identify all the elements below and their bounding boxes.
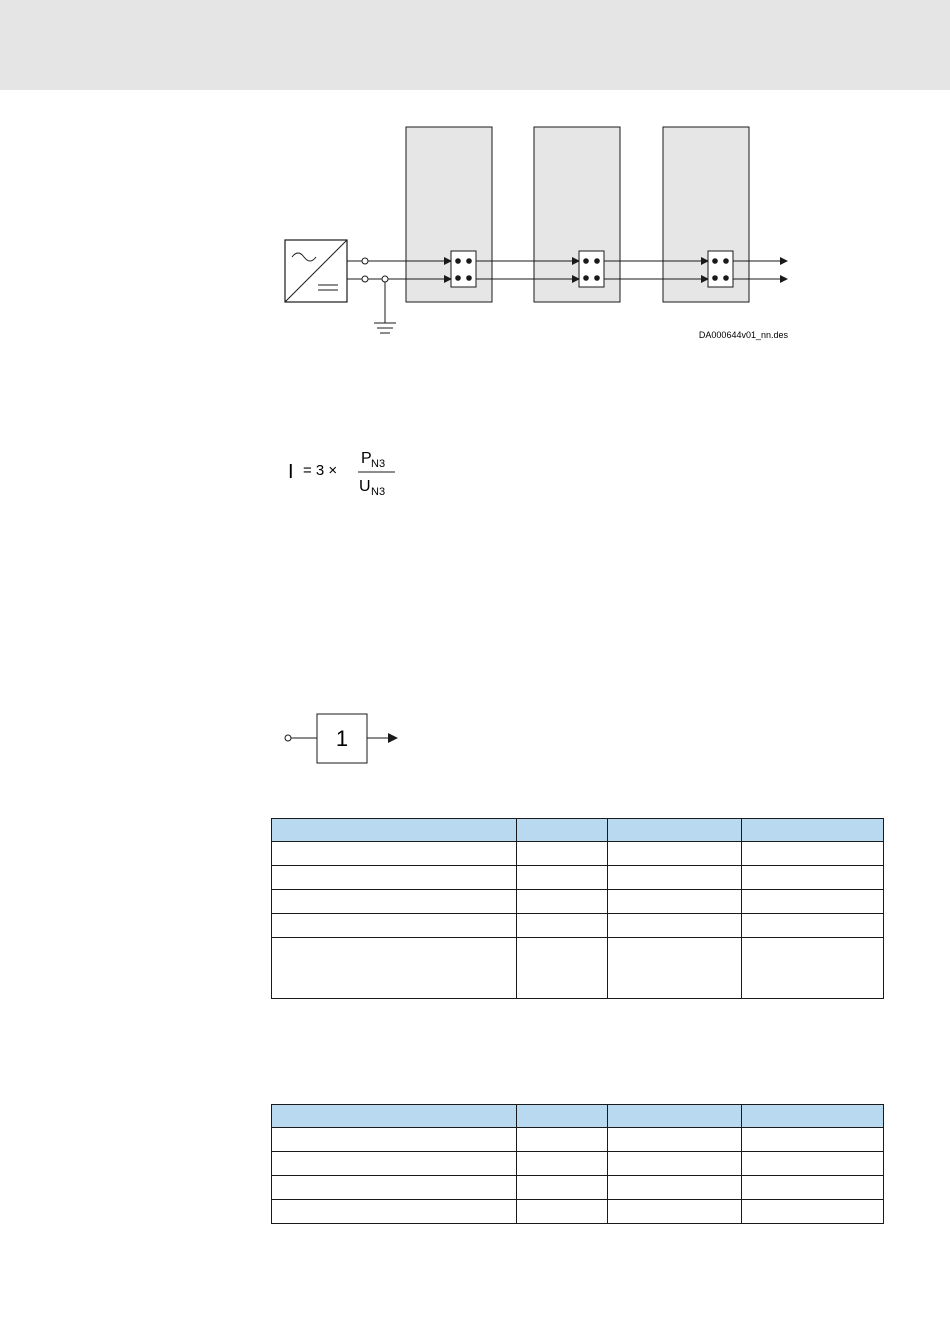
connector-1 bbox=[451, 251, 476, 287]
table-header-cell bbox=[517, 819, 608, 842]
table-cell bbox=[517, 1176, 608, 1200]
table-cell bbox=[272, 866, 517, 890]
table-cell bbox=[608, 1152, 742, 1176]
ground-icon bbox=[374, 282, 396, 333]
table-row bbox=[272, 1200, 884, 1224]
table-cell bbox=[272, 842, 517, 866]
table-header-cell bbox=[517, 1105, 608, 1128]
table-row bbox=[272, 890, 884, 914]
table-cell bbox=[608, 914, 742, 938]
table-header-cell bbox=[272, 1105, 517, 1128]
logic-buffer-symbol bbox=[280, 708, 410, 768]
table-cell bbox=[517, 842, 608, 866]
table-cell bbox=[272, 938, 517, 999]
table-header-cell bbox=[742, 819, 884, 842]
terminal-3 bbox=[382, 276, 388, 282]
table-cell bbox=[517, 890, 608, 914]
module-2 bbox=[534, 127, 620, 302]
table-cell bbox=[517, 1128, 608, 1152]
table-cell bbox=[608, 842, 742, 866]
spec-table-2 bbox=[271, 1104, 884, 1224]
table-cell bbox=[742, 1200, 884, 1224]
table-header-cell bbox=[608, 1105, 742, 1128]
table-cell bbox=[517, 866, 608, 890]
table-cell bbox=[272, 1128, 517, 1152]
terminal-2 bbox=[362, 276, 368, 282]
module-1 bbox=[406, 127, 492, 302]
table-cell bbox=[272, 890, 517, 914]
table-cell bbox=[742, 842, 884, 866]
formula-denominator: U bbox=[359, 478, 371, 495]
table-row bbox=[272, 1128, 884, 1152]
table-cell bbox=[517, 1200, 608, 1224]
table-cell bbox=[742, 1152, 884, 1176]
table-cell bbox=[742, 938, 884, 999]
module-3 bbox=[663, 127, 749, 302]
terminal-1 bbox=[362, 258, 368, 264]
current-formula bbox=[285, 445, 425, 505]
table-row bbox=[272, 842, 884, 866]
table-cell bbox=[608, 1128, 742, 1152]
table-cell bbox=[608, 1176, 742, 1200]
table-cell bbox=[608, 1200, 742, 1224]
table-cell bbox=[742, 890, 884, 914]
table-cell bbox=[742, 866, 884, 890]
formula-numerator-sub: N3 bbox=[371, 458, 386, 470]
table-row bbox=[272, 914, 884, 938]
table-cell bbox=[272, 1176, 517, 1200]
table-cell bbox=[272, 914, 517, 938]
wiring-diagram bbox=[270, 110, 830, 350]
table-header-cell bbox=[742, 1105, 884, 1128]
table-header-cell bbox=[608, 819, 742, 842]
table-cell bbox=[742, 914, 884, 938]
diagram-caption: DA000644v01_nn.des bbox=[698, 330, 788, 340]
formula-lhs: I bbox=[288, 461, 294, 483]
table-row bbox=[272, 1176, 884, 1200]
table-header-row bbox=[272, 1105, 884, 1128]
table-row bbox=[272, 938, 884, 999]
formula-equals: = 3 × bbox=[303, 462, 338, 479]
table-cell bbox=[742, 1176, 884, 1200]
table-row bbox=[272, 866, 884, 890]
table-cell bbox=[517, 914, 608, 938]
table-cell bbox=[742, 1128, 884, 1152]
table-header-cell bbox=[272, 819, 517, 842]
formula-denominator-sub: N3 bbox=[371, 486, 386, 498]
table-cell bbox=[272, 1200, 517, 1224]
connector-3 bbox=[708, 251, 733, 287]
connector-2 bbox=[579, 251, 604, 287]
ac-dc-converter-icon bbox=[285, 240, 347, 302]
table-cell bbox=[608, 938, 742, 999]
table-cell bbox=[608, 866, 742, 890]
table-cell bbox=[517, 938, 608, 999]
table-header-row bbox=[272, 819, 884, 842]
table-cell bbox=[272, 1152, 517, 1176]
spec-table-1 bbox=[271, 818, 884, 999]
table-row bbox=[272, 1152, 884, 1176]
formula-numerator: P bbox=[361, 450, 372, 467]
logic-symbol-label: 1 bbox=[335, 726, 349, 751]
table-cell bbox=[517, 1152, 608, 1176]
table-cell bbox=[608, 890, 742, 914]
page-header-band bbox=[0, 0, 950, 90]
